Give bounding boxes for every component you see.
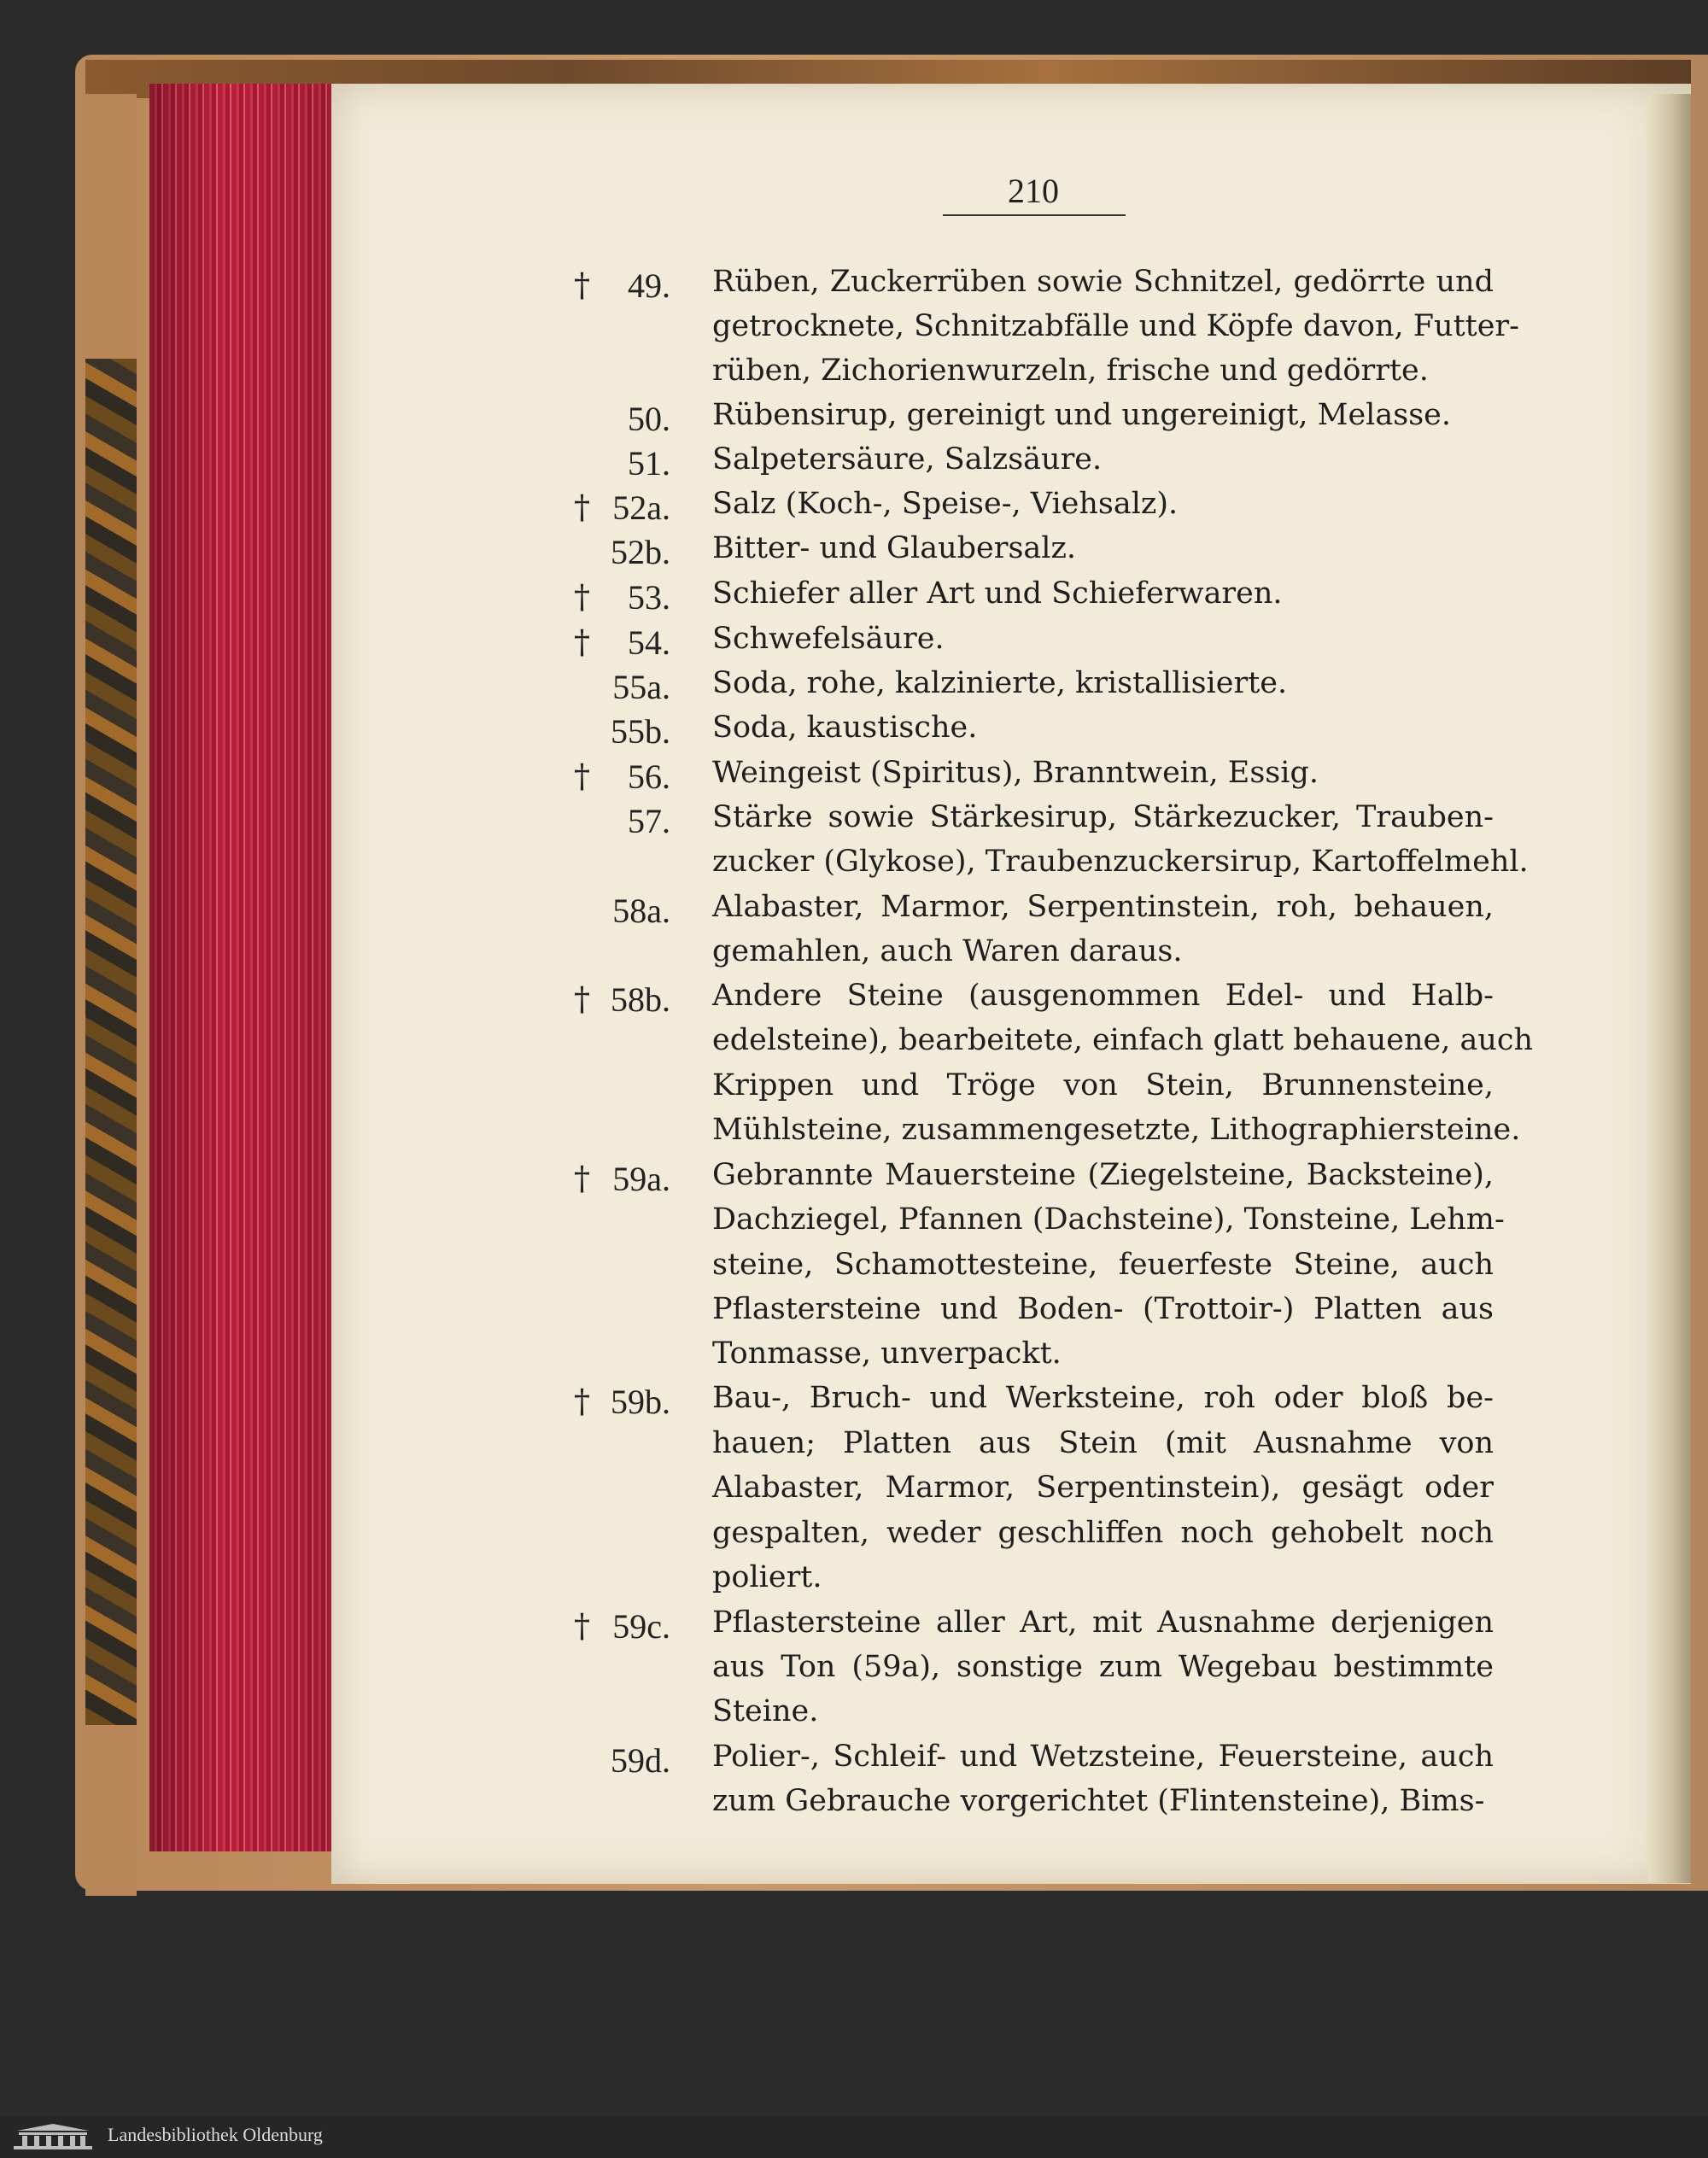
entry-text-line: gemahlen, auch Waren daraus. bbox=[712, 934, 1183, 968]
entry-text-line: edelsteine), bearbeitete, einfach glatt behauene, auch bbox=[712, 1023, 1534, 1057]
entry-number: 51. bbox=[628, 444, 670, 482]
entry-dagger: † bbox=[574, 578, 590, 616]
entry-text-line: Stärke sowie Stärkesirup, Stärkezucker, Trauben- bbox=[712, 800, 1494, 834]
entry-number: 55b. bbox=[611, 712, 670, 751]
entry-text-line: Alabaster, Marmor, Serpentinstein), gesägt oder bbox=[712, 1471, 1494, 1505]
entry-text-line: Pflastersteine aller Art, mit Ausnahme derjenigen bbox=[712, 1605, 1494, 1640]
entry-text-line: gespalten, weder geschliffen noch gehobelt noch bbox=[712, 1516, 1494, 1550]
page-edges-shade bbox=[149, 84, 333, 1851]
entry-text-line: Mühlsteine, zusammengesetzte, Lithographiersteine. bbox=[712, 1113, 1521, 1147]
entry-text-line: Bau-, Bruch- und Werksteine, roh oder bloß be- bbox=[712, 1381, 1494, 1415]
entry-text-line: Krippen und Tröge von Stein, Brunnensteine, bbox=[712, 1068, 1494, 1102]
page-number: 210 bbox=[1008, 172, 1059, 210]
spine-leather-top bbox=[85, 94, 137, 367]
entry-text-line: Andere Steine (ausgenommen Edel- und Halb- bbox=[712, 979, 1494, 1013]
entry-text-line: Rüben, Zuckerrüben sowie Schnitzel, gedörrte und bbox=[712, 265, 1494, 299]
entry-number: 55a. bbox=[612, 668, 670, 706]
entry-text-line: aus Ton (59a), sonstige zum Wegebau bestimmte bbox=[712, 1650, 1494, 1684]
entry-number: 52a. bbox=[612, 488, 670, 527]
entry-text-line: poliert. bbox=[712, 1560, 822, 1594]
entry-text-line: getrocknete, Schnitzabfälle und Köpfe davon, Futter- bbox=[712, 309, 1519, 343]
entry-text-line: Dachziegel, Pfannen (Dachsteine), Tonsteine, Lehm- bbox=[712, 1202, 1505, 1237]
entry-text-line: Bitter- und Glaubersalz. bbox=[712, 531, 1077, 565]
entry-number: 59d. bbox=[611, 1741, 670, 1780]
entry-text-line: Gebrannte Mauersteine (Ziegelsteine, Backsteine), bbox=[712, 1158, 1494, 1192]
entry-number: 59c. bbox=[612, 1607, 670, 1646]
entry-text-line: steine, Schamottesteine, feuerfeste Steine, auch bbox=[712, 1248, 1494, 1282]
entry-text-line: zum Gebrauche vorgerichtet (Flintensteine), Bims- bbox=[712, 1784, 1485, 1818]
entry-number: 53. bbox=[628, 578, 670, 617]
page-gutter bbox=[1648, 94, 1691, 1883]
entry-text-line: Salpetersäure, Salzsäure. bbox=[712, 442, 1103, 477]
entry-number: 57. bbox=[628, 802, 670, 840]
entry-text-line: Steine. bbox=[712, 1694, 819, 1728]
entry-dagger: † bbox=[574, 623, 590, 661]
entry-dagger: † bbox=[574, 266, 590, 304]
entry-number: 58a. bbox=[612, 892, 670, 930]
footer-library-name: Landesbibliothek Oldenburg bbox=[108, 2124, 323, 2145]
entry-dagger: † bbox=[574, 488, 590, 526]
spine-leather-bottom bbox=[85, 1725, 137, 1896]
entry-dagger: † bbox=[574, 1160, 590, 1197]
entry-text-line: hauen; Platten aus Stein (mit Ausnahme von bbox=[712, 1426, 1494, 1460]
entry-text-line: rüben, Zichorienwurzeln, frische und gedörrte. bbox=[712, 354, 1429, 388]
entry-text-line: zucker (Glykose), Traubenzuckersirup, Kartoffelmehl. bbox=[712, 845, 1529, 879]
entry-text-line: Schwefelsäure. bbox=[712, 622, 945, 656]
entry-text-line: Alabaster, Marmor, Serpentinstein, roh, behauen, bbox=[712, 890, 1494, 924]
marbled-spine bbox=[85, 359, 137, 1725]
entry-dagger: † bbox=[574, 1383, 590, 1420]
entry-dagger: † bbox=[574, 980, 590, 1018]
entry-number: 54. bbox=[628, 623, 670, 662]
entry-text-line: Rübensirup, gereinigt und ungereinigt, Melasse. bbox=[712, 398, 1452, 432]
entry-number: 56. bbox=[628, 757, 670, 796]
entry-number: 58b. bbox=[611, 980, 670, 1019]
entry-number: 59b. bbox=[611, 1383, 670, 1421]
entry-number: 49. bbox=[628, 266, 670, 305]
entry-number: 50. bbox=[628, 400, 670, 438]
entry-dagger: † bbox=[574, 1607, 590, 1645]
entry-text-line: Weingeist (Spiritus), Branntwein, Essig. bbox=[712, 756, 1319, 790]
entry-dagger: † bbox=[574, 757, 590, 795]
entry-text-line: Salz (Koch-, Speise-, Viehsalz). bbox=[712, 487, 1179, 521]
entry-text-line: Polier-, Schleif- und Wetzsteine, Feuersteine, auch bbox=[712, 1740, 1494, 1774]
entry-number: 52b. bbox=[611, 533, 670, 571]
header-rule bbox=[943, 214, 1126, 216]
entry-text-line: Soda, rohe, kalzinierte, kristallisierte. bbox=[712, 666, 1288, 700]
entry-text-line: Soda, kaustische. bbox=[712, 711, 978, 745]
library-logo-icon bbox=[10, 2122, 96, 2151]
entry-text-line: Tonmasse, unverpackt. bbox=[712, 1336, 1062, 1371]
entry-number: 59a. bbox=[612, 1160, 670, 1198]
entry-text-line: Schiefer aller Art und Schieferwaren. bbox=[712, 576, 1283, 611]
entry-text-line: Pflastersteine und Boden- (Trottoir-) Platten aus bbox=[712, 1292, 1494, 1326]
